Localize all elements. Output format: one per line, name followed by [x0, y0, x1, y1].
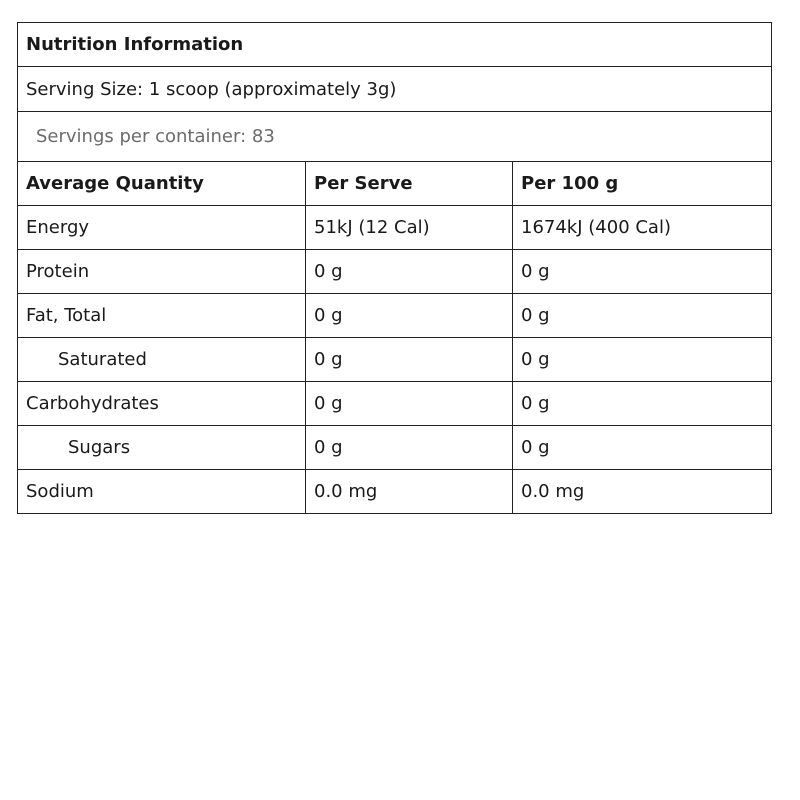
per-100g-value: 0 g: [512, 382, 771, 425]
row-label: Protein: [26, 261, 90, 282]
row-label: Saturated: [58, 349, 147, 370]
nutrition-panel: [17, 22, 772, 514]
serving-size: Serving Size: 1 scoop (approximately 3g): [18, 67, 771, 112]
per-100g-value: 0 g: [512, 338, 771, 381]
table-row-saturated: [18, 338, 771, 382]
per-100g-value: 0 g: [512, 250, 771, 293]
header-average-quantity: Average Quantity: [26, 173, 204, 194]
per-serve-value: 0 g: [305, 382, 512, 425]
nutrition-title: Nutrition Information: [18, 23, 771, 67]
header-per-serve: Per Serve: [305, 162, 512, 205]
table-row-energy: [18, 206, 771, 250]
row-label: Energy: [26, 217, 90, 238]
per-serve-value: 0.0 mg: [305, 470, 512, 513]
per-100g-value: 1674kJ (400 Cal): [512, 206, 771, 249]
table-row-sodium: [18, 470, 771, 514]
row-label: Sugars: [68, 437, 131, 458]
per-serve-value: 0 g: [305, 294, 512, 337]
per-serve-value: 0 g: [305, 250, 512, 293]
per-100g-value: 0 g: [512, 426, 771, 469]
per-100g-value: 0 g: [512, 294, 771, 337]
table-row-carbohydrates: [18, 382, 771, 426]
row-label: Fat, Total: [26, 305, 107, 326]
per-100g-value: 0.0 mg: [512, 470, 771, 513]
row-label: Sodium: [26, 481, 94, 502]
per-serve-value: 0 g: [305, 338, 512, 381]
servings-per-container: Servings per container: 83: [18, 112, 771, 162]
row-label: Carbohydrates: [26, 393, 159, 414]
table-header-row: [18, 162, 771, 206]
per-serve-value: 51kJ (12 Cal): [305, 206, 512, 249]
per-serve-value: 0 g: [305, 426, 512, 469]
table-row-protein: [18, 250, 771, 294]
table-row-fat-total: [18, 294, 771, 338]
table-row-sugars: [18, 426, 771, 470]
header-per-100g: Per 100 g: [512, 162, 771, 205]
